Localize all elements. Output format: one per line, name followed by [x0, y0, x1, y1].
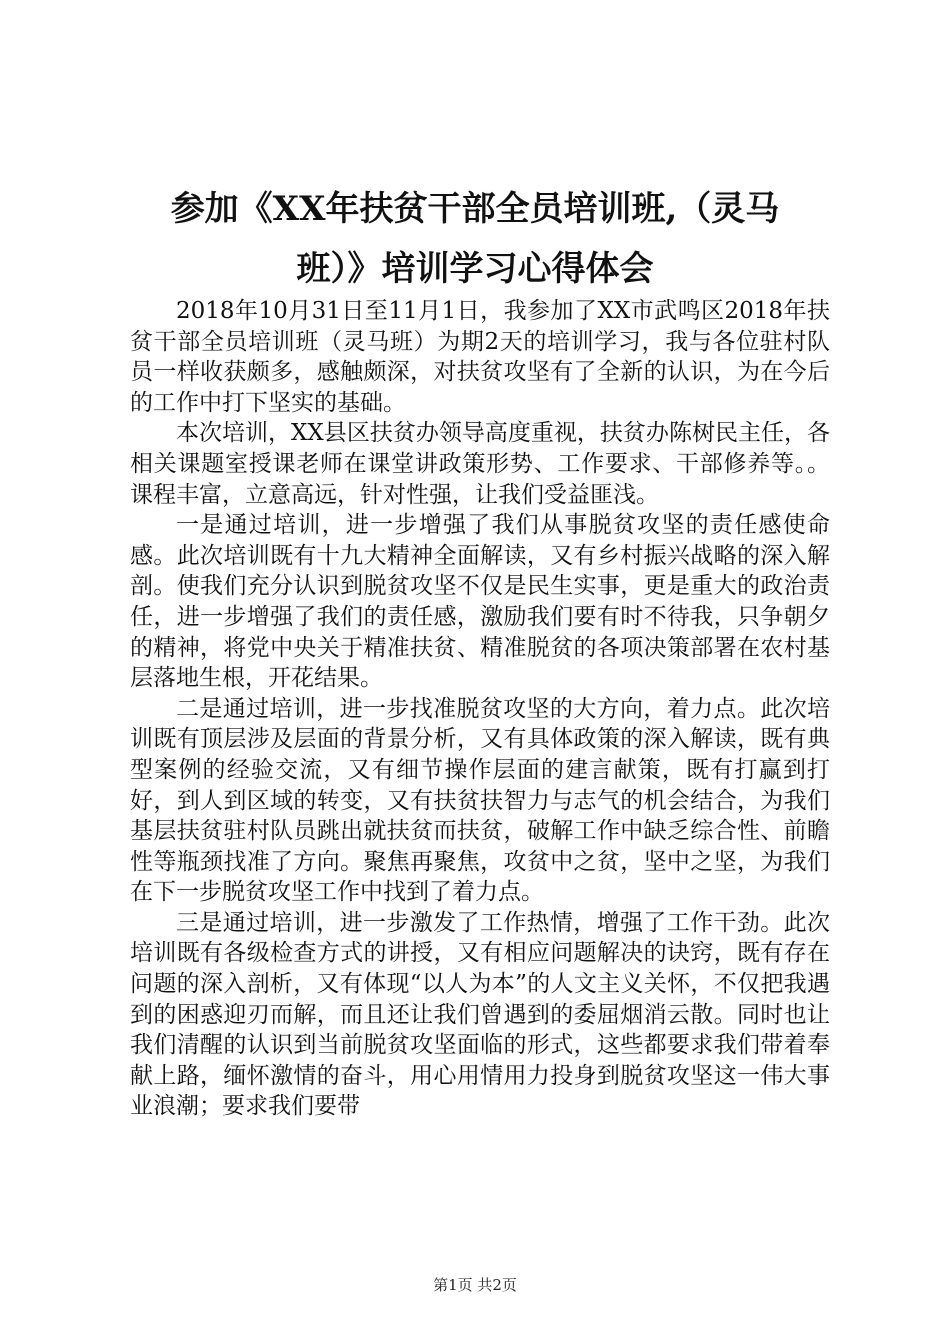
paragraph-point-three: 三是通过培训，进一步激发了工作热情，增强了工作干劲。此次培训既有各级检查方式的讲授，又有相应问题解决的诀窍，既有存在问题的深入剖析，又有体现“以人为本”的人文主义关怀，不仅把我遇到的困惑迎刃而解，而且还让我们曾遇到的委屈烟消云散。同时也让我们清醒的认识到当前脱贫攻坚面临的形式，这些都要求我们带着奉献上路，缅怀激情的奋斗，用心用情用力投身到脱贫攻坚这一伟大事业浪潮；要求我们要带: [130, 909, 830, 1120]
paragraph-overview: 本次培训，XX县区扶贫办领导高度重视，扶贫办陈树民主任，各相关课题室授课老师在课堂讲政策形势、工作要求、干部修养等。。课程丰富，立意高远，针对性强，让我们受益匪浅。: [130, 420, 830, 508]
paragraph-intro: 2018年10月31日至11月1日，我参加了XX市武鸣区2018年扶贫干部全员培训班（灵马班）为期2天的培训学习，我与各位驻村队员一样收获颇多，感触颇深，对扶贫攻坚有了全新的认识，为在今后的工作中打下坚实的基础。: [130, 298, 830, 416]
document-body: [130, 296, 830, 1122]
document-title-line-2: 班）》培训学习心得体会: [296, 249, 654, 289]
paragraph-point-two: 二是通过培训，进一步找准脱贫攻坚的大方向，着力点。此次培训既有顶层涉及层面的背景分析，又有具体政策的深入解读，既有典型案例的经验交流，又有细节操作层面的建言献策，既有打赢到打好，到人到区域的转变，又有扶贫扶智力与志气的机会结合，为我们基层扶贫驻村队员跳出就扶贫而扶贫，破解工作中缺乏综合性、前瞻性等瓶颈找准了方向。聚焦再聚焦，攻贫中之贫，坚中之坚，为我们在下一步脱贫攻坚工作中找到了着力点。: [130, 695, 830, 906]
page-number-footer: 第1页 共2页: [433, 1276, 517, 1294]
document-title-line-1: 参加《XX年扶贫干部全员培训班,（灵马: [170, 189, 780, 229]
paragraph-point-one: 一是通过培训，进一步增强了我们从事脱贫攻坚的责任感使命感。此次培训既有十九大精神全面解读，又有乡村振兴战略的深入解剖。使我们充分认识到脱贫攻坚不仅是民生实事，更是重大的政治责任，进一步增强了我们的责任感，激励我们要有时不待我，只争朝夕的精神，将党中央关于精准扶贫、精准脱贫的各项决策部署在农村基层落地生根，开花结果。: [130, 512, 830, 692]
